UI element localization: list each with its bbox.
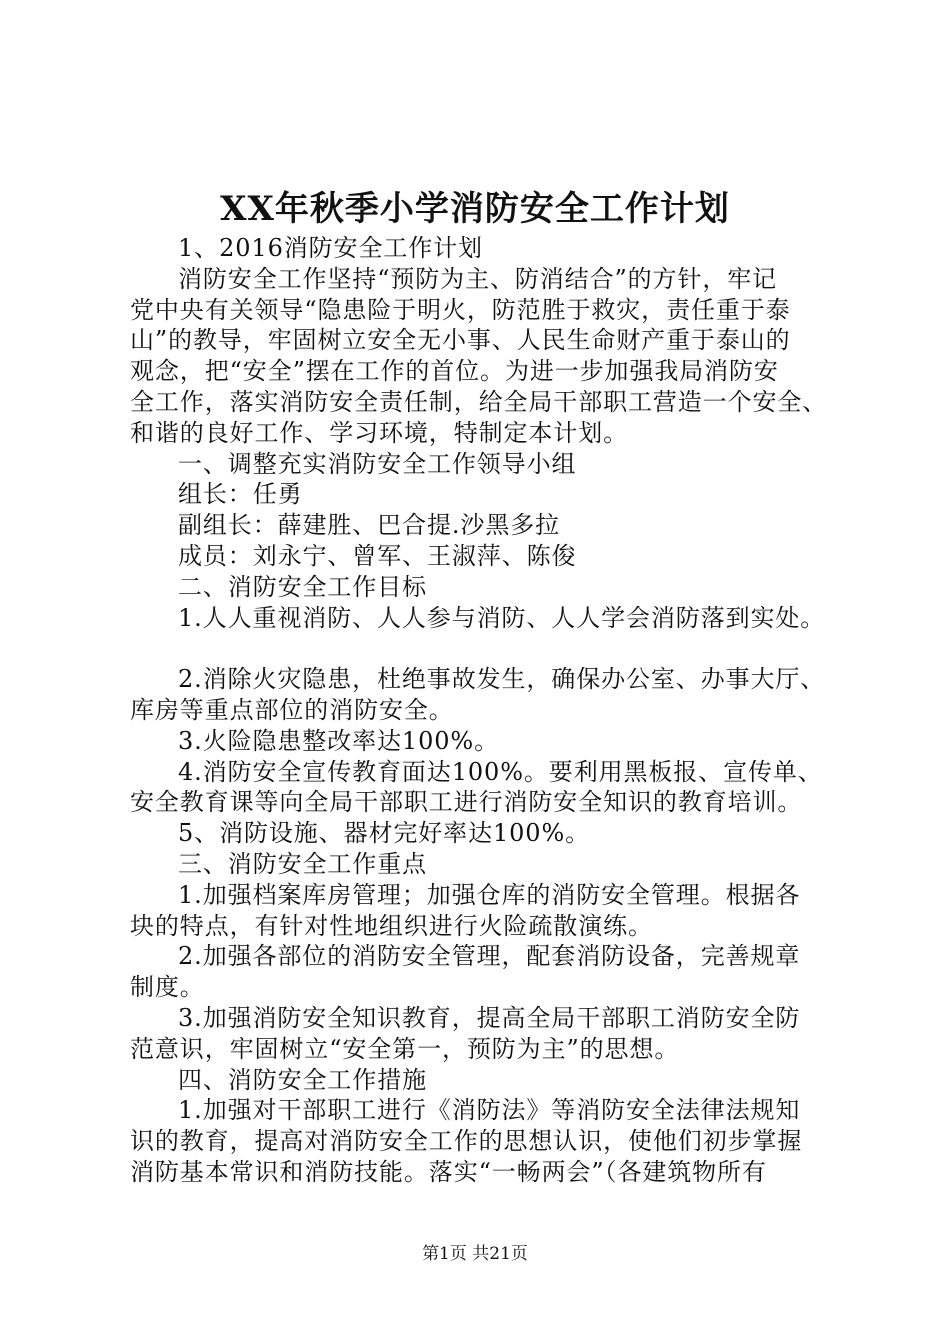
text-line: 消防安全工作坚持“预防为主、防消结合”的方针，牢记 [178, 264, 778, 293]
text-line: 二、消防安全工作目标 [178, 572, 427, 601]
page-footer: 第1页 共21页 [422, 1244, 528, 1264]
text-line: 1.加强对干部职工进行《消防法》等消防安全法律法规知 [178, 1096, 801, 1125]
text-line: 3.火险隐患整改率达100%。 [178, 726, 500, 755]
text-line: 成员：刘永宁、曾军、王淑萍、陈俊 [178, 541, 577, 570]
text-line: 识的教育，提高对消防安全工作的思想认识，使他们初步掌握 [130, 1127, 803, 1156]
text-line: 4.消防安全宣传教育面达100%。要利用黑板报、宣传单、 [178, 757, 823, 786]
text-line: 副组长：薛建胜、巴合提.沙黑多拉 [178, 511, 561, 540]
text-line: 1.加强档案库房管理；加强仓库的消防安全管理。根据各 [178, 880, 801, 909]
text-line: 块的特点，有针对性地组织进行火险疏散演练。 [130, 911, 653, 940]
text-line: 2.加强各部位的消防安全管理，配套消防设备，完善规章 [178, 942, 801, 971]
text-line: 库房等重点部位的消防安全。 [130, 695, 454, 724]
text-line: 四、消防安全工作措施 [178, 1065, 427, 1094]
text-line: 党中央有关领导“隐患险于明火，防范胜于救灾，责任重于泰 [130, 295, 791, 324]
text-line: 观念，把“安全”摆在工作的首位。为进一步加强我局消防安 [130, 357, 779, 386]
text-line: 制度。 [130, 973, 205, 1002]
text-line: 1、2016消防安全工作计划 [178, 234, 483, 262]
text-line: 安全教育课等向全局干部职工进行消防安全知识的教育培训。 [130, 788, 803, 817]
blank-line [130, 633, 835, 664]
text-line: 三、消防安全工作重点 [178, 849, 427, 878]
text-line: 1.人人重视消防、人人参与消防、人人学会消防落到实处。 [178, 603, 826, 632]
text-line: 山”的教导，牢固树立安全无小事、人民生命财产重于泰山的 [130, 326, 791, 355]
text-line: 范意识，牢固树立“安全第一，预防为主”的思想。 [130, 1034, 680, 1063]
text-line: 组长：任勇 [178, 480, 303, 509]
document-body [130, 233, 835, 1188]
text-line: 和谐的良好工作、学习环境，特制定本计划。 [130, 418, 628, 447]
text-line: 2.消除火灾隐患，杜绝事故发生，确保办公室、办事大厅、 [178, 665, 826, 694]
text-line: 3.加强消防安全知识教育，提高全局干部职工消防安全防 [178, 1003, 801, 1032]
document-title: XX年秋季小学消防安全工作计划 [220, 189, 730, 229]
text-line: 5、消防设施、器材完好率达100%。 [178, 819, 591, 848]
text-line: 一、调整充实消防安全工作领导小组 [178, 449, 577, 478]
text-line: 消防基本常识和消防技能。落实“一畅两会”（各建筑物所有 [130, 1157, 767, 1186]
text-line: 全工作，落实消防安全责任制，给全局干部职工营造一个安全、 [130, 387, 828, 416]
